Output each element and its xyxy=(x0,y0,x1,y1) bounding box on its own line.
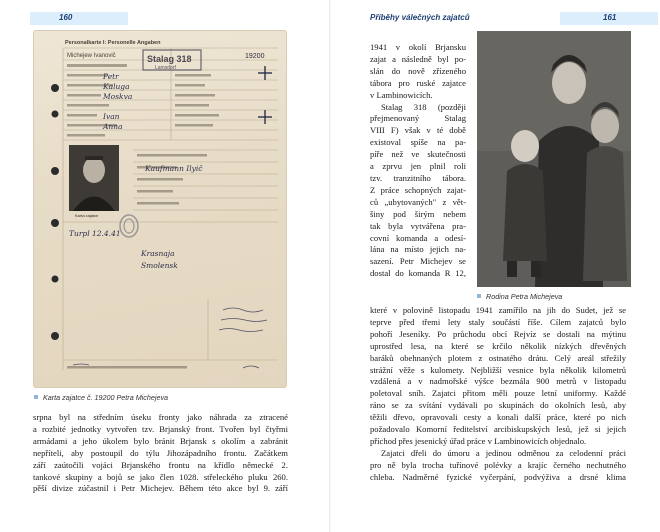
right-body-text xyxy=(370,305,626,484)
card-handwriting-1: Michejew Ivanovič xyxy=(67,53,116,59)
text-line: pěší divize zúčastnil i Petr Michejev. Během této akce byl 9. září xyxy=(33,483,288,494)
text-line: příchod přes jesenický úřad práce v Lambinowicích objednalo. xyxy=(370,435,587,446)
text-line: poletoval sníh. Zajatci přitom měli pouze letní uniformy. Každé xyxy=(370,388,626,399)
left-body-text xyxy=(33,412,288,495)
family-photo-drawing xyxy=(477,31,631,287)
text-line: které v polovině listopadu 1941 zamířilo na jih do Sudet, jež se xyxy=(370,305,626,315)
punch-hole xyxy=(51,167,59,175)
photo-caption-text: Rodina Petra Michejeva xyxy=(486,292,563,301)
text-line: VIII F) však v té době xyxy=(370,125,466,136)
right-column-text xyxy=(370,42,466,280)
text-line: tak byla vytvářena pra- xyxy=(370,220,466,231)
text-line: nepříteli, aby postoupil do týlu Jihozápadního frontu. Začátkem xyxy=(33,447,288,458)
card-drawing xyxy=(33,30,287,388)
text-line: píře než ve skutečnosti xyxy=(370,149,466,160)
family-photo xyxy=(477,31,631,287)
text-line: baráků obehnaných plotem z ostnatého drátu. Celý areál střežily xyxy=(370,352,626,363)
text-line: šiny pod širým nebem xyxy=(370,208,466,219)
stalag-stamp: Stalag 318 xyxy=(147,54,192,64)
punch-hole xyxy=(51,219,59,227)
text-line: Zajatci dřeli do úmoru a jedinou odměnou za celodenní práci xyxy=(381,447,626,458)
stalag-stamp-place: Lamsdorf xyxy=(155,65,176,71)
prisoner-card-image xyxy=(33,30,287,388)
punch-hole xyxy=(52,111,59,118)
punch-hole xyxy=(51,84,59,92)
photo-caption xyxy=(477,292,562,301)
card-caption xyxy=(34,393,168,402)
text-line: teprve před třemi lety staly součástí říše. Cílem zajatců bylo xyxy=(370,316,626,327)
card-handwriting-5: Ivan xyxy=(103,112,120,121)
text-line: lána na místo jejich na- xyxy=(370,244,466,255)
text-line: armádami a jeho úkolem bylo bránit Brjansk s okolím a zabránit xyxy=(33,435,288,446)
running-head: Příběhy válečných zajatců xyxy=(370,13,470,22)
text-line: pohoří Jeseníky. Po průchodu obcí Rejvíz se dostali na mýtinu xyxy=(370,328,626,339)
card-handwriting-4: Moskva xyxy=(103,92,133,101)
text-line: covní komanda a odesí- xyxy=(370,232,466,243)
page-number: 161 xyxy=(603,13,617,22)
text-line: 1941 v okolí Brjansku xyxy=(370,42,466,52)
child-figure xyxy=(503,164,547,261)
text-line: chleba. Nadměrné fyzické vyčerpání, podvýživa a drsné klima xyxy=(370,471,626,482)
text-line: strážní věže s kulomety. Nejbližší vesnice byla několik kilometrů xyxy=(370,364,626,375)
text-line: a rozbité jednotky vytvořen tzv. Brjanský front. Tvořen byl čtyřmi xyxy=(33,423,288,434)
text-line: Stalag 318 (později xyxy=(381,101,466,112)
fingerprint xyxy=(120,215,138,237)
text-line: požadovalo Komorní ředitelství arcibiskupských lesů, jež si jejich xyxy=(370,424,626,435)
punch-hole xyxy=(52,276,59,283)
portrait-label: Karta zajatce xyxy=(75,213,99,218)
text-line: pro ně byla trocha tuřínové polévky a krajíc černého nechutného xyxy=(370,459,626,470)
text-line: srpna byl na středním úseku fronty jako náhrada za ztracené xyxy=(33,412,288,422)
card-reg-number: 19200 xyxy=(245,53,265,60)
text-line: vzdálená a v nadmořské výšce bezmála 900 metrů v listopadu xyxy=(370,376,626,387)
card-handwriting-10: Smolensk xyxy=(141,261,178,270)
text-line: Z práce schopných zajat- xyxy=(370,184,466,195)
boy-figure xyxy=(583,146,627,281)
card-handwriting-8: Turpl 12.4.41 xyxy=(69,229,121,238)
card-handwriting-2: Petr xyxy=(103,72,119,81)
text-line: ráno se za svítání vydávali po skupinách do okolních lesů, aby xyxy=(370,400,626,411)
card-caption-text: Karta zajatce č. 19200 Petra Michejeva xyxy=(43,393,169,402)
text-line: sazení. Petr Michejev se xyxy=(370,256,466,267)
text-line: ců „ubytovaných" z vět- xyxy=(370,196,466,207)
punch-hole xyxy=(51,332,59,340)
text-line: těžili dřevo, opravovali cesty a konali další práce, které po nich xyxy=(370,412,626,423)
text-line: tábora pro ruské zajatce xyxy=(370,77,466,88)
text-line: září zaútočili vojáci Brjanského frontu na křídlo německé 2. xyxy=(33,459,288,470)
card-handwriting-3: Kaluga xyxy=(103,82,130,91)
caption-bullet xyxy=(477,294,481,298)
card-handwriting-9: Krasnaja xyxy=(141,249,175,258)
text-line: uprostřed lesa, na které se krčilo několik nízkých dřevěných xyxy=(370,340,626,351)
text-line: v Lambinowicích. xyxy=(370,89,433,100)
text-line: slán do nově zřízeného xyxy=(370,65,466,76)
text-line: dostal do komanda R 12, xyxy=(370,268,466,279)
woman-face xyxy=(552,62,586,104)
text-line: zajat a následně byl po- xyxy=(370,53,466,64)
card-handwriting-6: Anna xyxy=(103,122,123,131)
text-line: přejmenovaný Stalag xyxy=(370,113,466,124)
text-line: tzv. tranzitního tábora. xyxy=(370,172,466,183)
boy-face xyxy=(591,109,619,143)
child-face xyxy=(511,130,539,162)
text-line: tankové skupiny a bojů se jako člen 1028. střeleckého pluku 260. xyxy=(33,471,288,482)
caption-bullet xyxy=(34,395,38,399)
text-line: a zprvu jen plnil roli xyxy=(370,161,466,172)
page-number: 160 xyxy=(59,13,73,22)
card-header: Personalkarte I: Personelle Angaben xyxy=(65,40,161,46)
card-handwriting-7: Kaufmann Ilyič xyxy=(145,164,203,173)
text-line: existoval spíše na pa- xyxy=(370,137,466,148)
page-number-bar xyxy=(30,12,128,25)
